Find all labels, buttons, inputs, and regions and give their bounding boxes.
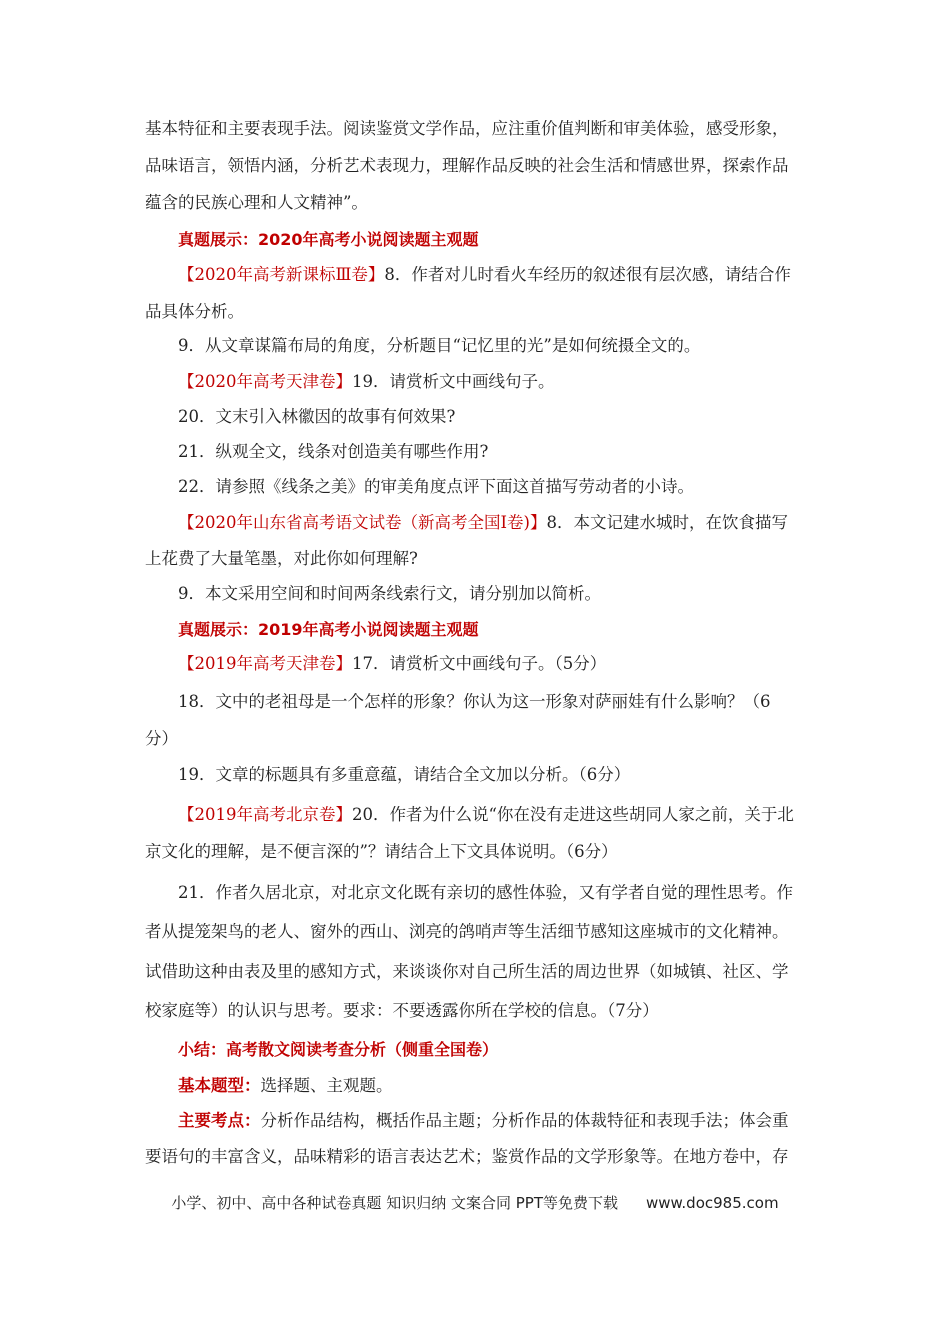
q-2020-tianjin-22: 22．请参照《线条之美》的审美角度点评下面这首描写劳动者的小诗。 <box>178 477 694 496</box>
question-text: 8．作者对儿时看火车经历的叙述很有层次感，请结合作 <box>384 265 791 284</box>
summary-type <box>145 1067 810 1104</box>
q-2020-tianjin-20: 20．文末引入林徽因的故事有何效果? <box>178 407 456 426</box>
summary-type-label: 基本题型： <box>178 1076 261 1095</box>
q-2020-xinkebiao-8 <box>145 256 810 293</box>
q-2019-beijing-21-line-1: 21．作者久居北京，对北京文化既有亲切的感性体验，又有学者自觉的理性思考。作 <box>178 883 793 902</box>
q-2019-tianjin-19: 19．文章的标题具有多重意蕴，请结合全文加以分析。（6分） <box>178 765 631 784</box>
question-text: 19．请赏析文中画线句子。 <box>352 372 555 391</box>
heading-2019: 真题展示：2019年高考小说阅读题主观题 <box>178 620 479 639</box>
summary-points <box>145 1102 810 1139</box>
source-tag: 【2019年高考北京卷】 <box>178 805 352 824</box>
source-tag: 【2019年高考天津卷】 <box>178 654 352 673</box>
summary-heading: 小结：高考散文阅读考查分析（侧重全国卷） <box>178 1040 499 1059</box>
intro-line-3: 蕴含的民族心理和人文精神”。 <box>145 193 368 212</box>
summary-points-cont: 要语句的丰富含义，品味精彩的语言表达艺术；鉴赏作品的文学形象等。在地方卷中，存 <box>145 1147 789 1166</box>
q-2020-tianjin-19 <box>145 363 810 400</box>
question-text: 8．本文记建水城时，在饮食描写 <box>546 513 788 532</box>
q-2020-xinkebiao-8-cont: 品具体分析。 <box>145 302 244 321</box>
q-2019-beijing-21-line-2: 者从提笼架鸟的老人、窗外的西山、浏亮的鸽哨声等生活细节感知这座城市的文化精神。 <box>145 922 789 941</box>
summary-points-text: 分析作品结构，概括作品主题；分析作品的体裁特征和表现手法；体会重 <box>260 1111 789 1130</box>
footer-text: 小学、初中、高中各种试卷真题 知识归纳 文案合同 PPT等免费下载 <box>171 1194 618 1212</box>
summary-type-text: 选择题、主观题。 <box>260 1076 393 1095</box>
page-footer <box>0 1192 950 1213</box>
intro-line-2: 品味语言，领悟内涵，分析艺术表现力，理解作品反映的社会生活和情感世界，探索作品 <box>145 156 789 175</box>
intro-line-1: 基本特征和主要表现手法。阅读鉴赏文学作品，应注重价值判断和审美体验，感受形象， <box>145 119 789 138</box>
question-text: 17．请赏析文中画线句子。（5分） <box>352 654 607 673</box>
q-2019-tianjin-18: 18．文中的老祖母是一个怎样的形象？你认为这一形象对萨丽娃有什么影响？（6 <box>178 692 771 711</box>
q-2019-beijing-21-line-4: 校家庭等）的认识与思考。要求：不要透露你所在学校的信息。（7分） <box>145 1001 659 1020</box>
q-2019-tianjin-18-cont: 分） <box>145 729 178 748</box>
q-2020-tianjin-21: 21．纵观全文，线条对创造美有哪些作用? <box>178 442 489 461</box>
source-tag: 【2020年高考新课标Ⅲ卷】 <box>178 265 385 284</box>
q-2020-shandong-9: 9．本文采用空间和时间两条线索行文，请分别加以简析。 <box>178 584 601 603</box>
summary-points-label: 主要考点： <box>178 1111 261 1130</box>
q-2019-beijing-20-cont: 京文化的理解，是不便言深的”？请结合上下文具体说明。（6分） <box>145 842 618 861</box>
footer-url[interactable]: www.doc985.com <box>645 1194 779 1212</box>
source-tag: 【2020年高考天津卷】 <box>178 372 352 391</box>
heading-2020: 真题展示：2020年高考小说阅读题主观题 <box>178 230 479 249</box>
q-2019-tianjin-17 <box>145 645 810 682</box>
q-2019-beijing-21-line-3: 试借助这种由表及里的感知方式，来谈谈你对自己所生活的周边世界（如城镇、社区、学 <box>145 962 789 981</box>
question-text: 20．作者为什么说“你在没有走进这些胡同人家之前，关于北 <box>352 805 794 824</box>
q-2020-shandong-8 <box>145 504 810 541</box>
q-2020-xinkebiao-9: 9．从文章谋篇布局的角度，分析题目“记忆里的光”是如何统摄全文的。 <box>178 336 701 355</box>
q-2020-shandong-8-cont: 上花费了大量笔墨，对此你如何理解? <box>145 549 418 568</box>
source-tag: 【2020年山东省高考语文试卷（新高考全国Ⅰ卷)】 <box>178 513 547 532</box>
q-2019-beijing-20 <box>145 796 810 833</box>
